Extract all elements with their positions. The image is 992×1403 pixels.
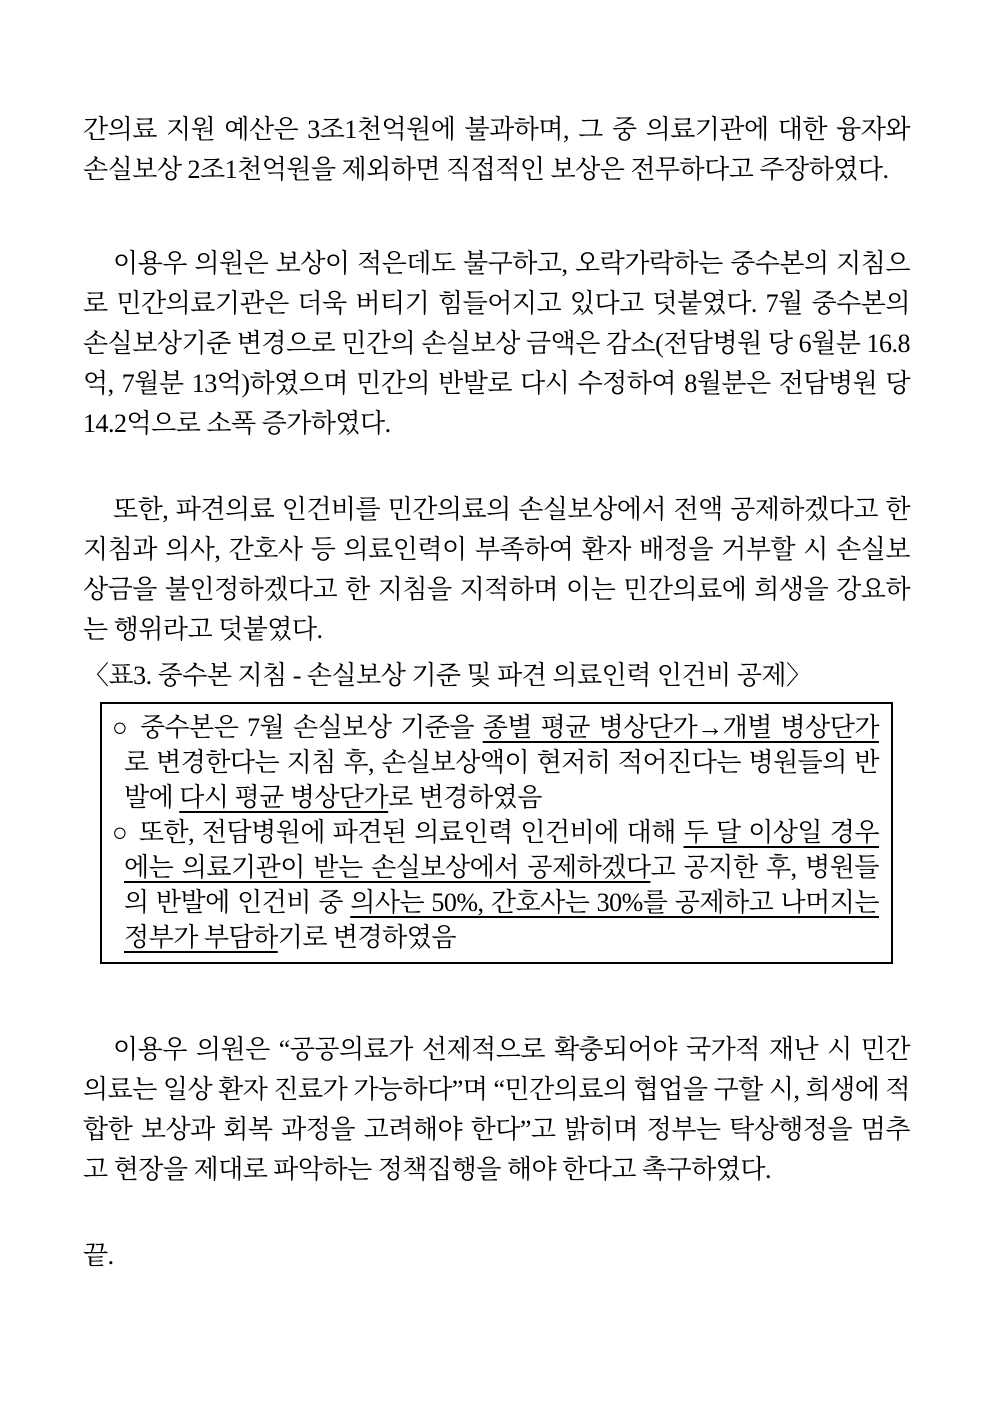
table-bullet-2 [112,815,879,955]
paragraph-dispatch-deduction: 또한, 파견의료 인건비를 민간의료의 손실보상에서 전액 공제하겠다고 한 지침과 의사, 간호사 등 의료인력이 부족하여 환자 배정을 거부할 시 손실보상금을 불인정하겠다고 한 지침을 지적하며 이는 민간의료에 희생을 강요하는 행위라고 덧붙였다. [83,495,910,644]
bullet-1-segment-4-underlined: 다시 평균 병상단가 [179,783,389,812]
paragraph-closing-statement: 이용우 의원은 “공공의료가 선제적으로 확충되어야 국가적 재난 시 민간의료는 일상 환자 진료가 가능하다”며 “민간의료의 협업을 구할 시, 희생에 적합한 보상과 회복 과정을 고려해야 한다”고 밝히며 정부는 탁상행정을 멈추고 현장을 제대로 파악하는 정책집행을 해야 한다고 촉구하였다. [83,1035,910,1184]
table-bullet-1 [112,710,879,815]
bullet-1-segment-5: 로 변경하였음 [388,783,542,812]
bullet-2-segment-1: 또한, 전담병원에 파견된 의료인력 인건비에 대해 [138,818,684,847]
circle-bullet-icon: ○ [112,818,129,847]
bullet-1-segment-3: 로 변경한다는 지침 후, 손실보상액이 현저히 적어진다는 병원들의 반발에 [124,748,879,812]
table-caption: 〈표3. 중수본 지침 - 손실보상 기준 및 파견 의료인력 인건비 공제〉 [83,661,812,690]
bullet-2-segment-4-underlined: 의사는 50%, 간호사는 30%를 공제하고 나머지는 정부가 부담하 [124,888,879,952]
paragraph-compensation-changes: 이용우 의원은 보상이 적은데도 불구하고, 오락가락하는 중수본의 지침으로 민간의료기관은 더욱 버티기 힘들어지고 있다고 덧붙였다. 7월 중수본의 손실보상기준 변경으로 민간의 손실보상 금액은 감소(전담병원 당 6월분 16.8억, 7월분 13억)하였으며 민간의 반발로 다시 수정하여 8월분은 전담병원 당 14.2억으로 소폭 증가하였다. [83,249,910,438]
bullet-2-segment-3: 고 공지한 후, 병원들의 반발에 인건비 중 [124,853,879,917]
bullet-2-segment-2-underlined: 두 달 이상일 경우에는 의료기관이 받는 손실보상에서 공제하겠다 [124,818,879,882]
bullet-1-segment-1: 중수본은 7월 손실보상 기준을 [139,713,483,742]
bullet-1-segment-2-underlined: 종별 평균 병상단가→개별 병상단가 [482,713,879,742]
circle-bullet-icon: ○ [112,713,130,742]
end-mark: 끝. [83,1241,114,1270]
paragraph-continuation: 간의료 지원 예산은 3조1천억원에 불과하며, 그 중 의료기관에 대한 융자와 손실보상 2조1천억원을 제외하면 직접적인 보상은 전무하다고 주장하였다. [83,115,910,184]
table-box [100,702,893,964]
bullet-2-segment-5: 기로 변경하였음 [277,923,457,952]
